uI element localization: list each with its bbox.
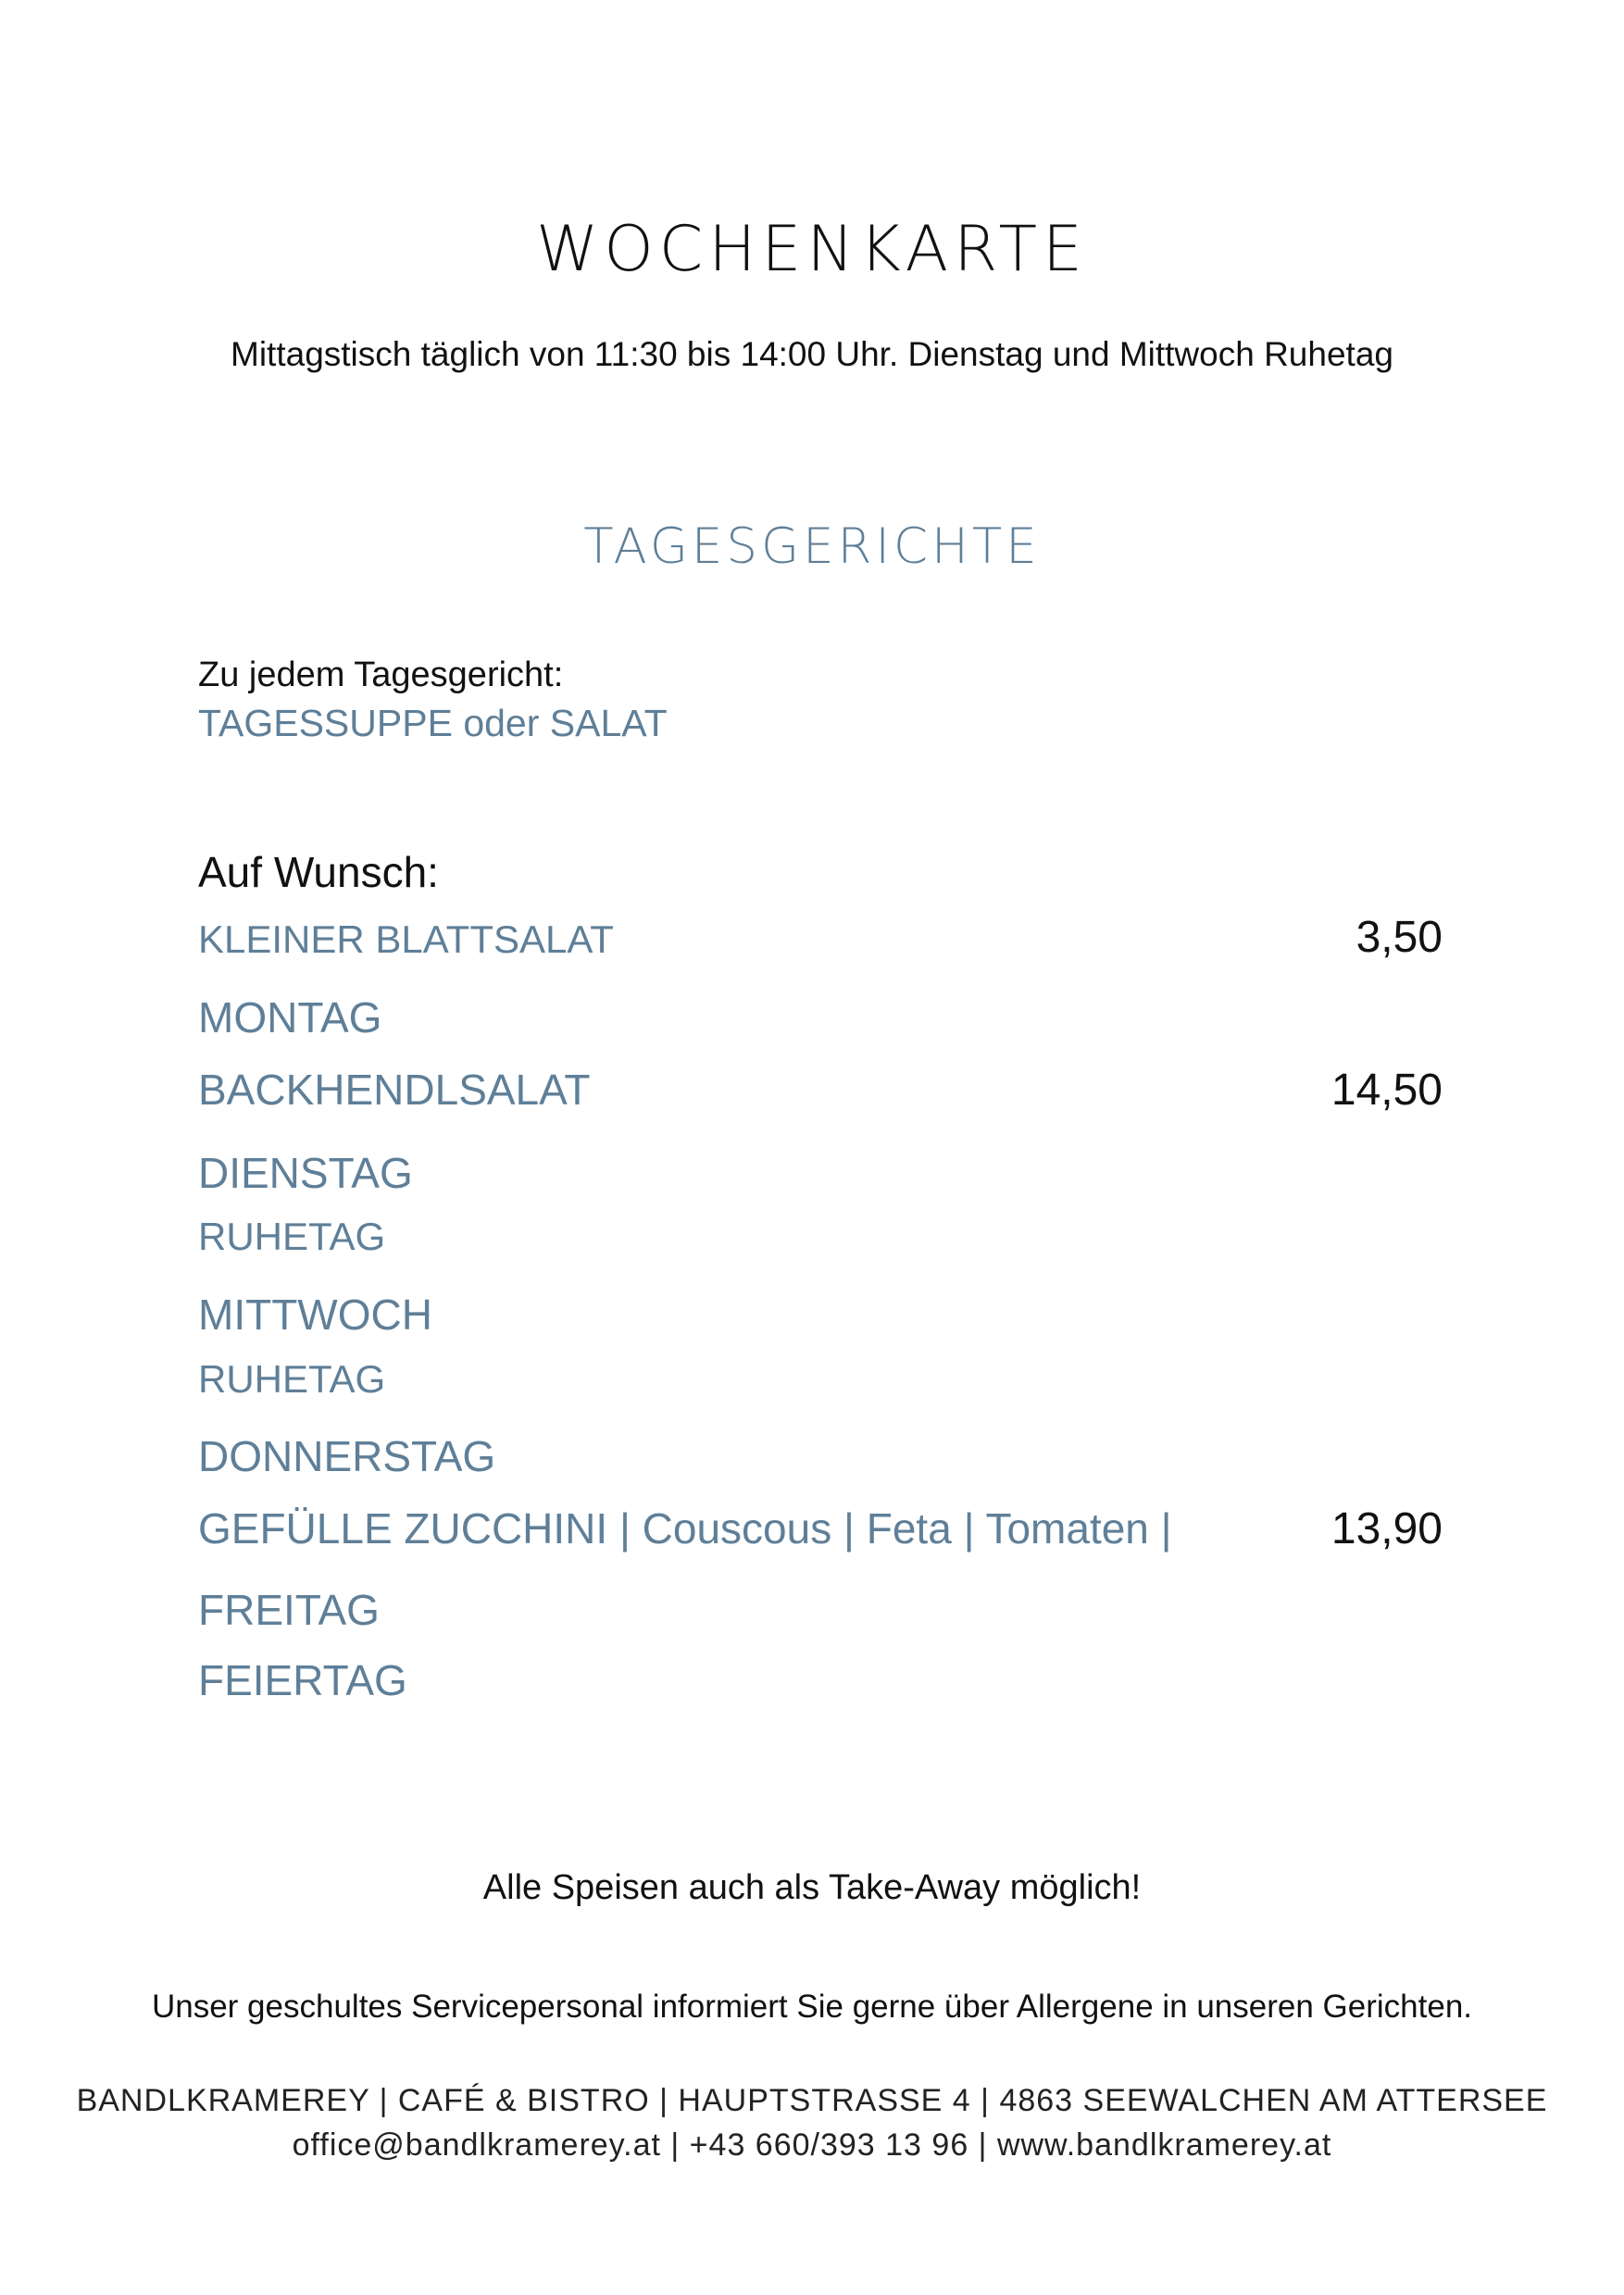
menu-item-price: 3,50 [1355,913,1443,962]
day-label: FREITAG [198,1586,380,1634]
section-heading: TAGESGERICHTE [583,518,1041,575]
menu-item-name: RUHETAG [198,1357,386,1401]
page-title: WOCHENKARTE [536,213,1088,286]
day-label: MONTAG [198,993,382,1041]
day-label: DONNERSTAG [198,1432,496,1480]
allergen-note: Unser geschultes Servicepersonal informiert Sie gerne über Allergene in unseren Gerichten. [151,1989,1473,2025]
day-label: MITTWOCH [198,1291,432,1339]
menu-item-name: RUHETAG [198,1215,386,1258]
day-label: DIENSTAG [198,1149,413,1197]
menu-item-name: KLEINER BLATTSALAT [198,917,614,961]
menu-item-price: 14,50 [1330,1066,1443,1115]
auf-wunsch-label: Auf Wunsch: [198,848,439,896]
menu-item-name: GEFÜLLE ZUCCHINI | Couscous | Feta | Tomaten | [198,1504,1172,1553]
opening-hours-subtitle: Mittagstisch täglich von 11:30 bis 14:00 Uhr. Dienstag und Mittwoch Ruhetag [231,335,1393,373]
takeaway-note: Alle Speisen auch als Take-Away möglich! [482,1868,1142,1907]
footer-contact: office@bandlkramerey.at | +43 660/393 13 96 | www.bandlkramerey.at [292,2127,1332,2163]
menu-item-name: BACKHENDLSALAT [198,1066,591,1114]
menu-item-price: 13,90 [1330,1504,1443,1553]
intro-value: TAGESSUPPE oder SALAT [198,702,668,744]
menu-item-name: FEIERTAG [198,1656,407,1704]
footer-address: BANDLKRAMEREY | CAFÉ & BISTRO | HAUPTSTRASSE 4 | 4863 SEEWALCHEN AM ATTERSEE [76,2083,1548,2118]
intro-label: Zu jedem Tagesgericht: [198,655,564,694]
